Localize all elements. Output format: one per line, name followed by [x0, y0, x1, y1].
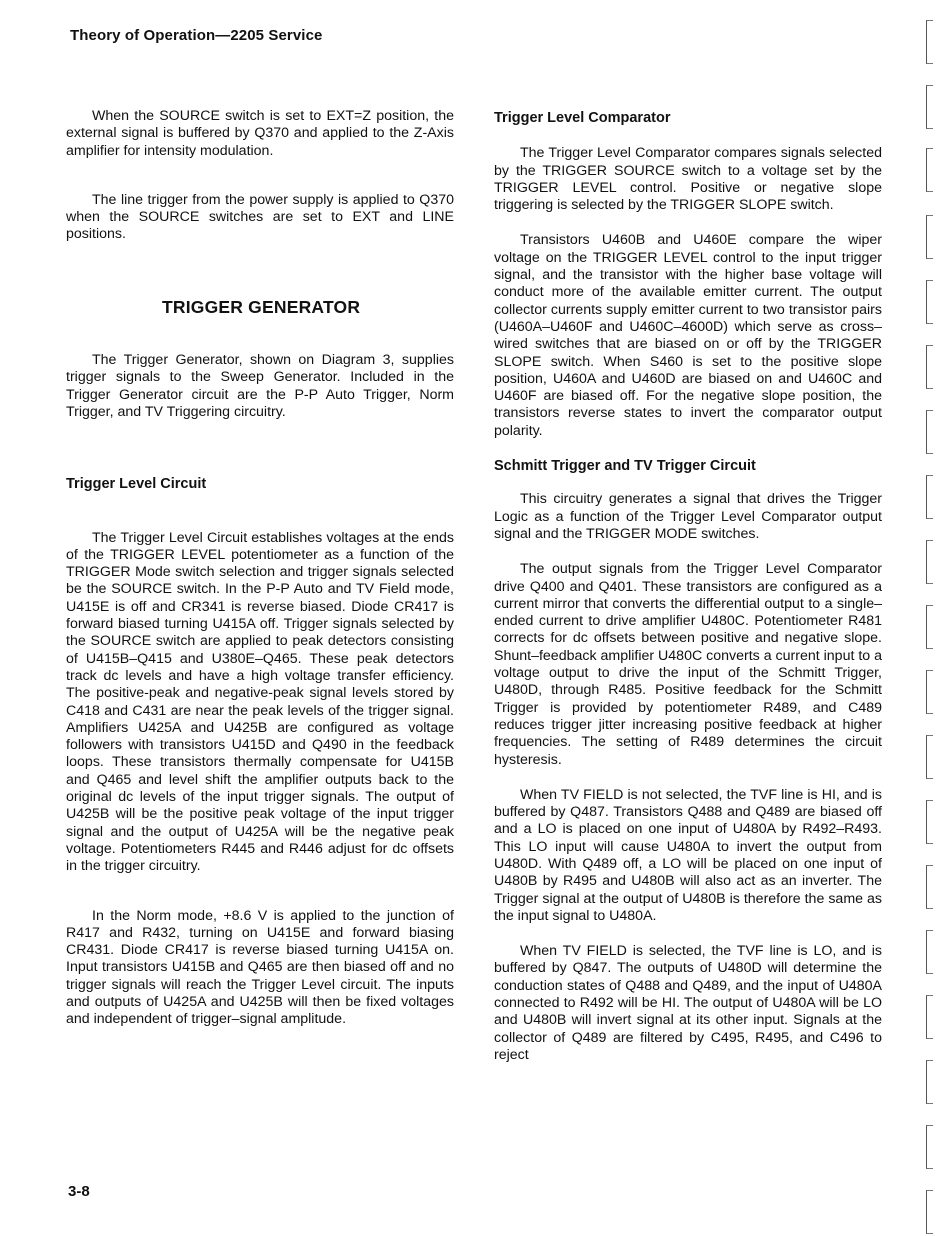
edge-mark [926, 540, 933, 584]
edge-mark [926, 930, 933, 974]
edge-mark [926, 85, 933, 129]
edge-mark [926, 1190, 933, 1234]
edge-mark [926, 865, 933, 909]
paragraph-line-trigger: The line trigger from the power supply is applied to Q370 when the SOURCE switches are set to EXT and LINE positions. [66, 191, 454, 243]
edge-mark [926, 1125, 933, 1169]
paragraph-trigger-generator-intro: The Trigger Generator, shown on Diagram 3, supplies trigger signals to the Sweep Generator. Included in the Trigger Generator circuit are the P-P Auto Trigger, Norm Trigger, and TV Triggering circuitry. [66, 352, 454, 420]
paragraph-norm-mode: In the Norm mode, +8.6 V is applied to the junction of R417 and R432, turning on U415E and forward biasing CR431. Diode CR417 is reverse biased turning U415A on. Input transistors U415B and Q465 are then biased off and no trigger signals will reach the Trigger Level circuit. The inputs and outputs of U425A and U425B will then be fixed voltages and independent of trigger–signal amplitude. [66, 907, 454, 1028]
section-title-trigger-generator: TRIGGER GENERATOR [162, 296, 361, 317]
edge-mark [926, 1060, 933, 1104]
edge-mark [926, 735, 933, 779]
edge-mark [926, 475, 933, 519]
page-header: Theory of Operation—2205 Service [70, 27, 323, 44]
paragraph-schmitt-output: The output signals from the Trigger Level Comparator drive Q400 and Q401. These transistors are configured as a current mirror that converts the differential output to a single–ended current to drive amplifier U480C. Potentiometer R481 corrects for dc offsets between positive and negative slope. Shunt–feedback amplifier U480C converts a current input to a voltage output to drive the input of the Schmitt Trigger, U480D, through R485. Positive feedback for the Schmitt Trigger is provided by potentiometer R489, and C489 reduces trigger jitter increasing positive feedback at higher frequencies. The setting of R489 determines the circuit hysteresis. [494, 561, 883, 768]
right-column [494, 110, 882, 1064]
edge-mark [926, 280, 933, 324]
edge-mark [926, 410, 933, 454]
binding-edge-marks [926, 20, 940, 1220]
edge-mark [926, 215, 933, 259]
edge-mark [926, 800, 933, 844]
subhead-trigger-level-comparator: Trigger Level Comparator [494, 110, 671, 126]
paragraph-tv-field-selected: When TV FIELD is selected, the TVF line is LO, and is buffered by Q847. The outputs of U480D will determine the conduction states of Q488 and Q489, and the input of U480A connected to R492 will be HI. The output of U480A will be LO and U480B will invert signal at its other input. Signals at the collector of Q489 are filtered by C495, R495, and C496 to reject [494, 943, 882, 1063]
edge-mark [926, 670, 933, 714]
left-column [66, 108, 454, 1029]
page-number: 3-8 [68, 1183, 90, 1200]
paragraph-comparator-intro: The Trigger Level Comparator compares signals selected by the TRIGGER SOURCE switch to a voltage set by the TRIGGER LEVEL control. Positive or negative slope triggering is selected by the TRIGGER SLOPE switch. [494, 145, 882, 214]
subhead-schmitt-trigger: Schmitt Trigger and TV Trigger Circuit [494, 458, 756, 475]
paragraph-comparator-transistors: Transistors U460B and U460E compare the wiper voltage on the TRIGGER LEVEL control to the input trigger signal, and the transistor with the higher base voltage will conduct more of the available emitter current. The output collector currents supply emitter current to two transistor pairs (U460A–U460F and U460C–4600D) which serve as cross–wired switches that are biased on or off by the TRIGGER SLOPE switch. When S460 is set to the positive slope position, U460A and U460D are biased on and U460C and U460F are biased off. For the negative slope position, the transistors reverse states to invert the comparator output polarity. [494, 232, 882, 439]
paragraph-schmitt-intro: This circuitry generates a signal that drives the Trigger Logic as a function of the Trigger Level Comparator output signal and the TRIGGER MODE switches. [494, 491, 882, 542]
paragraph-trigger-level-circuit: The Trigger Level Circuit establishes voltages at the ends of the TRIGGER LEVEL potentiometer as a function of the TRIGGER Mode switch selection and trigger signals selected be the SOURCE switch. In the P-P Auto and TV Field mode, U415E is off and CR341 is reverse biased. Diode CR417 is forward biased turning U415A off. Trigger signals selected by the SOURCE switch are applied to peak detectors consisting of U415B–Q415 and U380E–Q465. These peak detectors track dc levels and have a high voltage transfer efficiency. The positive-peak and negative-peak signal levels stored by C418 and C431 are near the peak levels of the trigger signal. Amplifiers U425A and U425B are configured as voltage followers with transistors U415D and Q490 in the feedback loops. These transistors thermally compensate for U415B and Q465 and level shift the amplifier outputs back to the original dc levels of the input trigger signals. The output of U425B will be the positive peak voltage of the input trigger signal and the output of U425A will be the negative peak voltage. Potentiometers R445 and R446 adjust for dc offsets in the trigger circuitry. [66, 529, 454, 875]
edge-mark [926, 148, 933, 192]
subhead-trigger-level-circuit: Trigger Level Circuit [66, 476, 207, 493]
paragraph-tv-field-not-selected: When TV FIELD is not selected, the TVF line is HI, and is buffered by Q487. Transistors Q488 and Q489 are biased off and a LO is placed on one input of U480A by R492–R493. This LO input will cause U480A to invert the output from U480D. With Q489 off, a LO will be placed on one input of U480B by R495 and U480B will also act as an inverter. The Trigger signal at the output of U480B is therefore the same as the input signal to U480A. [494, 786, 882, 924]
edge-mark [926, 995, 933, 1039]
edge-mark [926, 345, 933, 389]
edge-mark [926, 20, 933, 64]
paragraph-ext-z: When the SOURCE switch is set to EXT=Z position, the external signal is buffered by Q370 and applied to the Z-Axis amplifier for intensity modulation. [66, 108, 454, 159]
edge-mark [926, 605, 933, 649]
